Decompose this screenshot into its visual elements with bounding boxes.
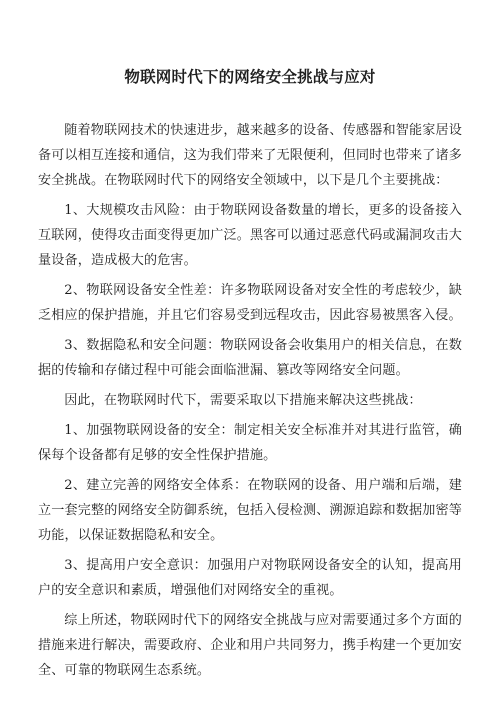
paragraph-measure-1: 1、加强物联网设备的安全：制定相关安全标准并对其进行监管，确保每个设备都有足够的安全性保护措施。 [38,423,462,463]
document-body [38,118,462,683]
paragraph-measure-3: 3、提高用户安全意识：加强用户对物联网设备安全的认知，提高用户的安全意识和素质，增强他们对网络安全的重视。 [38,558,462,598]
paragraph-measures-intro: 因此，在物联网时代下，需要采取以下措施来解决这些挑战： [64,393,422,408]
document-title: 物联网时代下的网络安全挑战与应对 [124,67,376,86]
paragraph-measure-2: 2、建立完善的网络安全体系：在物联网的设备、用户端和后端，建立一套完整的网络安全防御系统，包括入侵检测、溯源追踪和数据加密等功能，以保证数据隐私和安全。 [38,478,462,543]
paragraph-challenge-2: 2、物联网设备安全性差：许多物联网设备对安全性的考虑较少，缺乏相应的保护措施，并且它们容易受到远程攻击，因此容易被黑客入侵。 [38,283,462,323]
paragraph-challenge-1: 1、大规模攻击风险：由于物联网设备数量的增长，更多的设备接入互联网，使得攻击面变得更加广泛。黑客可以通过恶意代码或漏洞攻击大量设备，造成极大的危害。 [38,203,462,268]
paragraph-challenge-3: 3、数据隐私和安全问题：物联网设备会收集用户的相关信息，在数据的传输和存储过程中可能会面临泄漏、篡改等网络安全问题。 [38,338,462,378]
paragraph-intro: 随着物联网技术的快速进步，越来越多的设备、传感器和智能家居设备可以相互连接和通信，这为我们带来了无限便利，但同时也带来了诸多安全挑战。在物联网时代下的网络安全领域中，以下是几个主要挑战： [38,123,462,188]
paragraph-conclusion: 综上所述，物联网时代下的网络安全挑战与应对需要通过多个方面的措施来进行解决，需要政府、企业和用户共同努力，携手构建一个更加安全、可靠的物联网生态系统。 [38,613,462,678]
